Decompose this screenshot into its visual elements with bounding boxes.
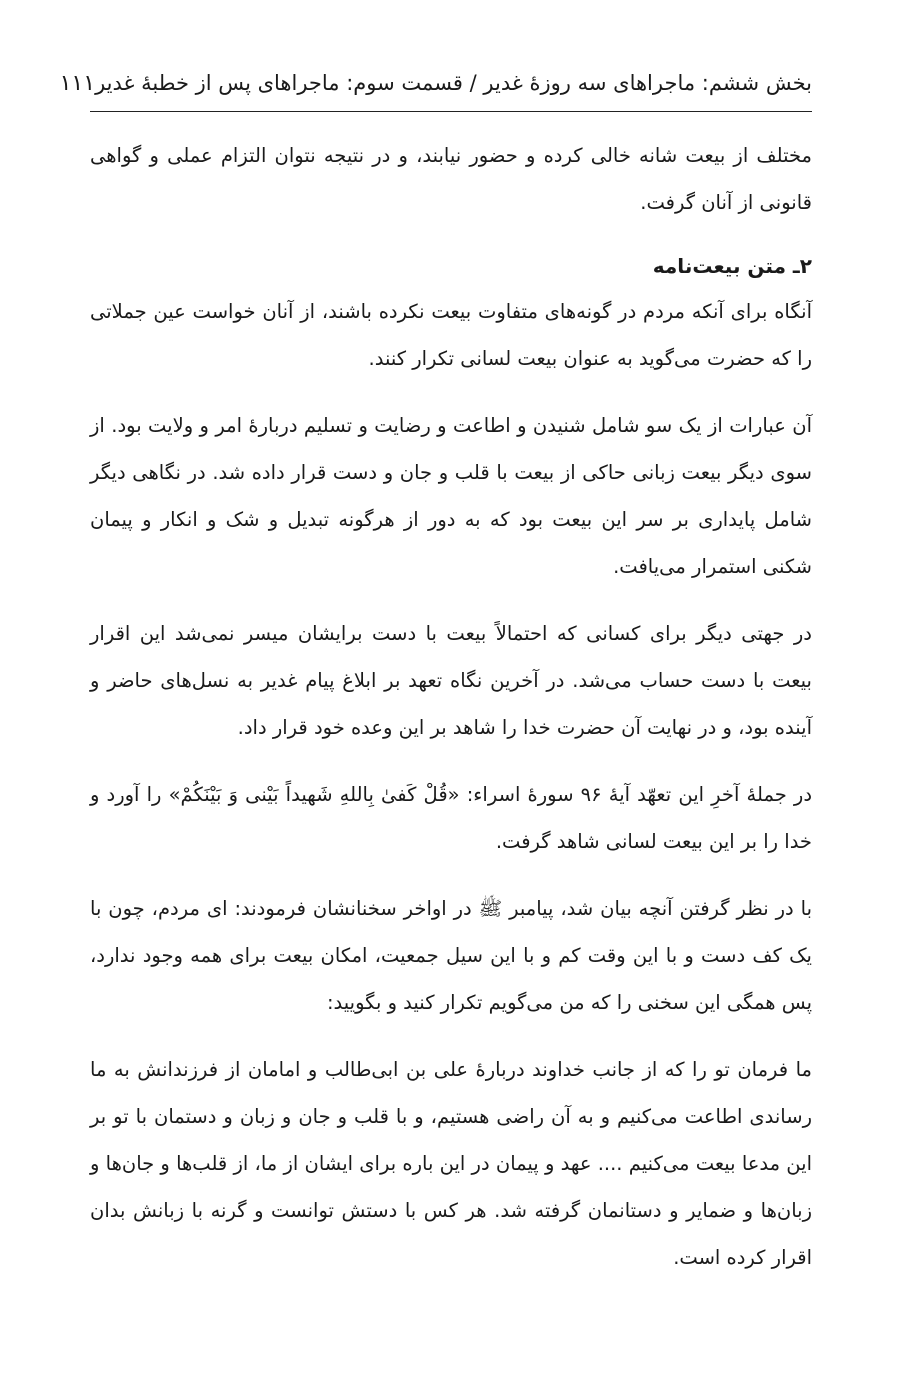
body-text: [90, 132, 812, 1281]
section-heading: ۲ـ متن بیعت‌نامه: [652, 254, 812, 278]
header-rule: [90, 111, 812, 112]
running-title: بخش ششم: ماجراهای سه روزهٔ غدیر / قسمت سوم: ماجراهای پس از خطبهٔ غدیر: [95, 71, 812, 95]
paragraph-4: در جملهٔ آخرِ این تعهّد آیهٔ ۹۶ سورهٔ اسراء: «قُلْ كَفىٰ بِاللهِ شَهيداً بَيْنى وَ بَيْنَكُمْ» را آورد و خدا را بر این بیعت لسانی شاهد گرفت.: [90, 783, 812, 853]
paragraph-6: ما فرمان تو را که از جانب خداوند دربارهٔ علی بن ابی‌طالب و امامان از فرزندانش به ما رساندی اطاعت می‌کنیم و به آن راضی هستیم، و با قلب و جان و زبان و دستمان با تو بر این مدعا بیعت می‌کنیم .... عهد و پیمان در این باره برای ایشان از ما، از قلب‌ها و جان‌ها و زبان‌ها و ضمایر و دستانمان گرفته شد. هر کس با دستش توانست و گرنه با زبانش بدان اقرار کرده است.: [90, 1058, 812, 1269]
paragraph-5: با در نظر گرفتن آنچه بیان شد، پیامبر ﷺ در اواخر سخنانشان فرمودند: ای مردم، چون با یک کف دست و با این وقت کم و با این سیل جمعیت، امکان بیعت برای همه وجود ندارد، پس همگی این سخنی را که من می‌گویم تکرار کنید و بگویید:: [90, 897, 812, 1014]
paragraph-3: در جهتی دیگر برای کسانی که احتمالاً بیعت با دست برایشان میسر نمی‌شد این اقرار بیعت با دست حساب می‌شد. در آخرین نگاه تعهد بر ابلاغ پیام غدیر به نسل‌های حاضر و آینده بود، و در نهایت آن حضرت خدا را شاهد بر این وعده خود قرار داد.: [90, 622, 812, 739]
intro-paragraph: مختلف از بیعت شانه خالی کرده و حضور نیابند، و در نتیجه نتوان التزام عملی و گواهی قانونی از آنان گرفت.: [90, 144, 812, 214]
paragraph-2: آن عبارات از یک سو شامل شنیدن و اطاعت و رضایت و تسلیم دربارهٔ امر و ولایت بود. از سوی دیگر بیعت زبانی حاکی از بیعت با قلب و جان و دست قرار داده شد. در نگاهی دیگر شامل پایداری بر سر این بیعت بود که به دور از هرگونه تبدیل و شک و انکار و پیمان شکنی استمرار می‌یافت.: [90, 414, 812, 578]
book-page: [59, 66, 812, 1301]
page-number: ۱۱۱: [59, 71, 96, 96]
running-header: [59, 66, 812, 105]
paragraph-1: آنگاه برای آنکه مردم در گونه‌های متفاوت بیعت نکرده باشند، از آنان خواست عین جملاتی را که حضرت می‌گوید به عنوان بیعت لسانی تکرار کنند.: [90, 300, 812, 370]
